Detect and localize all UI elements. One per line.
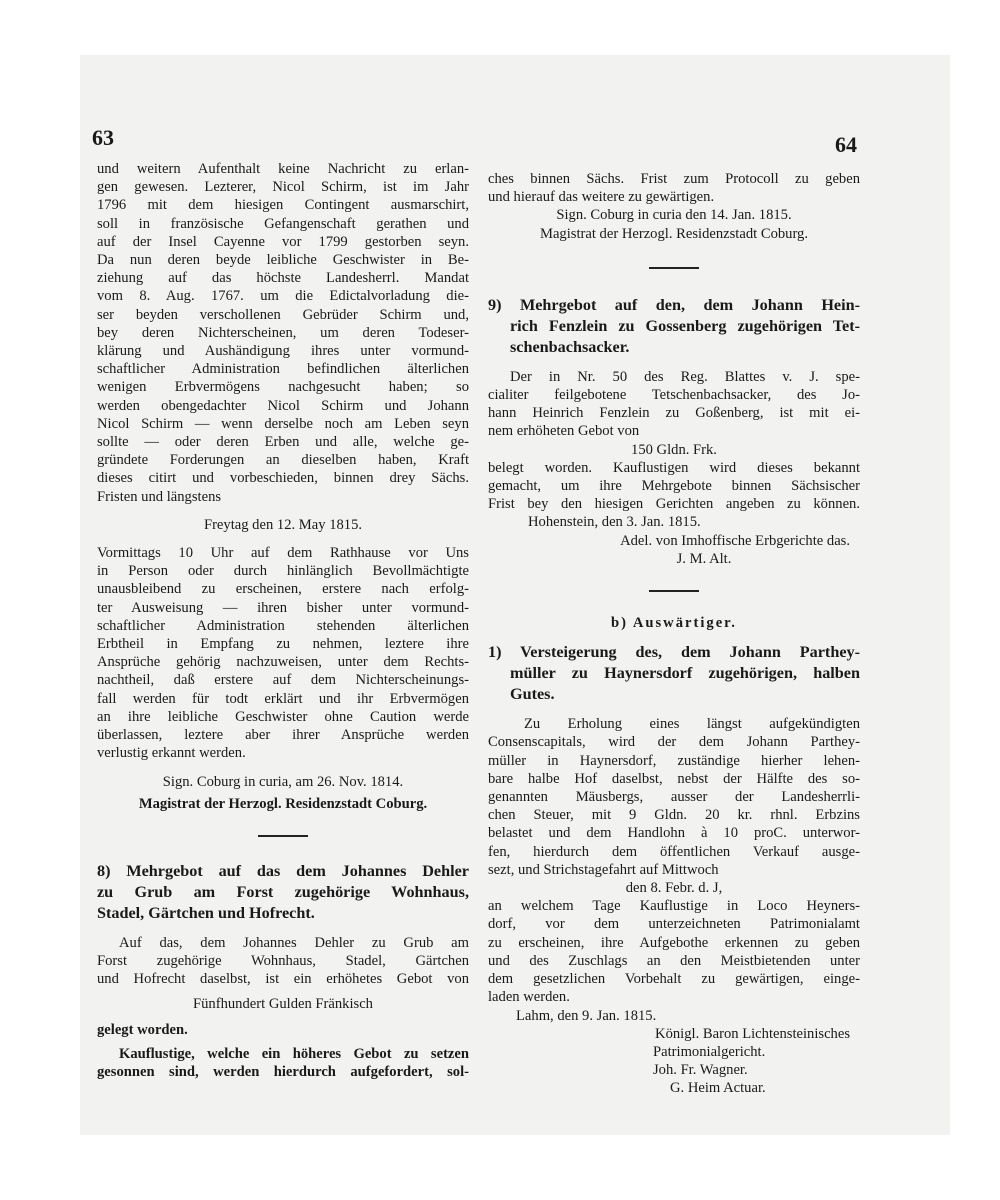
- text-line: verlustig erkannt werden.: [97, 745, 246, 762]
- text-line: Ansprüche gehörig nachzuweisen, unter dem Rechts-: [97, 654, 469, 671]
- page-number-left: 63: [92, 125, 114, 150]
- text-line: laden werden.: [488, 989, 570, 1006]
- text-line: gemacht, um ihre Mehrgebote binnen Sächsischer: [488, 478, 860, 495]
- text-line: Vormittags 10 Uhr auf dem Rathhause vor Uns: [97, 545, 469, 562]
- text-line: gen gewesen. Lezterer, Nicol Schirm, ist im Jahr: [97, 179, 469, 196]
- signature-line: Patrimonialgericht.: [653, 1043, 766, 1060]
- text-line: gesonnen sind, werden hierdurch aufgefordert, sol-: [97, 1064, 469, 1081]
- signature-magistrat: Magistrat der Herzogl. Residenzstadt Coburg.: [138, 795, 428, 812]
- text-line: hann Heinrich Fenzlein zu Goßenberg, ist mit ei-: [488, 405, 860, 422]
- signature-place-date: Sign. Coburg in curia den 14. Jan. 1815.: [556, 207, 792, 224]
- text-line: cialiter feilgebotene Tetschenbachsacker, des Jo-: [488, 387, 860, 404]
- text-line: ches binnen Sächs. Frist zum Protocoll zu geben: [488, 171, 860, 187]
- text-line: Da nun deren beyde leibliche Geschwister in Be-: [97, 252, 469, 269]
- text-line: Der in Nr. 50 des Reg. Blattes v. J. spe-: [510, 368, 860, 385]
- text-line: Auf das, dem Johannes Dehler zu Grub am: [119, 934, 469, 951]
- right-paragraph-3: [488, 459, 860, 514]
- right-column: [488, 170, 860, 1098]
- text-line: Frist bey den hiesigen Gerichten angeben zu können.: [488, 496, 860, 513]
- heading-item-9: [488, 295, 860, 358]
- text-line: sollte — oder deren Erben und alle, welche ge-: [97, 434, 469, 451]
- text-line: dorf, vor dem unterzeichneten Patrimonialamt: [488, 916, 860, 933]
- text-line: dem gesetzlichen Vorbehalt zu gewärtigen, einge-: [488, 971, 860, 988]
- text-line: wenigen Erbvermögens nachgesucht haben; so: [97, 379, 469, 396]
- text-line: genannten Mäusbergs, ausser der Landesherrli-: [488, 789, 860, 806]
- heading-line: zu Grub am Forst zugehörige Wohnhaus,: [97, 882, 469, 901]
- text-line: gelegt worden.: [97, 1021, 188, 1038]
- signature-line: Joh. Fr. Wagner.: [653, 1062, 748, 1079]
- section-divider: [258, 835, 308, 837]
- signature-place-date: Sign. Coburg in curia, am 26. Nov. 1814.: [162, 773, 404, 790]
- text-line: zu erscheinen, ihre Aufgebothe erkennen zu geben: [488, 934, 860, 951]
- text-line: belegt worden. Kauflustigen wird dieses bekannt: [488, 459, 860, 476]
- text-line: überlassen, leztere aber ihrer Ansprüche werden: [97, 727, 469, 744]
- text-line: sezt, und Strichstagefahrt auf Mittwoch: [488, 861, 719, 878]
- right-paragraph-5: [488, 897, 860, 1006]
- place-date: Lahm, den 9. Jan. 1815.: [516, 1007, 657, 1024]
- heading-item-8: [97, 861, 469, 924]
- text-line: unausbleibend zu erscheinen, erstere nach erfolg-: [97, 581, 469, 598]
- auction-date: den 8. Febr. d. J,: [625, 880, 723, 897]
- text-line: bey deren Nichterscheinen, um deren Todeser-: [97, 324, 469, 341]
- text-line: Fristen und längstens: [97, 488, 222, 505]
- heading-line: schenbachsacker.: [510, 337, 630, 356]
- place-date: Hohenstein, den 3. Jan. 1815.: [528, 514, 701, 531]
- text-line: ziehung auf das höchste Landesherrl. Mandat: [97, 270, 469, 287]
- text-line: an ihre leibliche Geschwister ohne Caution werde: [97, 708, 469, 725]
- left-paragraph-3: [97, 934, 469, 989]
- text-line: nachtheil, daß erstere auf dem Nichterscheinungs-: [97, 672, 469, 689]
- heading-line: 8) Mehrgebot auf das dem Johannes Dehler: [97, 861, 469, 880]
- text-line: ter Ausweisung — ihren bisher unter vormund-: [97, 599, 469, 616]
- text-line: schaftlicher Administration befindlichen älterlichen: [97, 361, 469, 378]
- text-line: fall werden für todt erklärt und ihr Erbvermögen: [97, 690, 469, 707]
- text-line: schaftlicher Administration stehenden älterlichen: [97, 617, 469, 634]
- text-line: dieses citirt und vorbeschieden, binnen drey Sächs.: [97, 470, 469, 487]
- text-line: vom 8. Aug. 1767. um die Edictalvorladung die-: [97, 288, 469, 305]
- right-paragraph-4: [488, 715, 860, 879]
- signature-line: Königl. Baron Lichtensteinisches: [655, 1025, 850, 1042]
- appointment-date: Freytag den 12. May 1815.: [203, 516, 363, 533]
- text-line: werden obengedachter Nicol Schirm und Johann: [97, 397, 469, 414]
- text-line: soll in französische Gefangenschaft gerathen und: [97, 215, 469, 232]
- text-line: Zu Erholung eines längst aufgekündigten: [524, 716, 860, 733]
- heading-line: rich Fenzlein zu Gossenberg zugehörigen Tet-: [510, 316, 860, 335]
- text-line: Consenscapitals, wird der dem Johann Parthey-: [488, 734, 860, 751]
- signature-name: J. M. Alt.: [676, 550, 732, 567]
- text-line: und Hofrecht daselbst, ist ein erhöhetes Gebot von: [97, 971, 469, 988]
- heading-line: müller zu Haynersdorf zugehörigen, halben: [510, 664, 860, 683]
- text-line: klärung und Aushändigung ihres unter vormund-: [97, 343, 469, 360]
- section-divider: [649, 267, 699, 269]
- heading-line: 9) Mehrgebot auf den, dem Johann Hein-: [488, 295, 860, 314]
- left-paragraph-4: [97, 1045, 469, 1081]
- section-divider: [649, 590, 699, 592]
- heading-line: Gutes.: [510, 685, 555, 704]
- text-line: Forst zugehörige Wohnhaus, Stadel, Gärtchen: [97, 953, 469, 970]
- page-number-right: 64: [835, 132, 857, 157]
- text-line: Kauflustige, welche ein höheres Gebot zu setzen: [119, 1045, 469, 1062]
- text-line: müller in Haynersdorf, zuständige hierher lehen-: [488, 752, 860, 769]
- section-heading: b) Auswärtiger.: [611, 615, 737, 632]
- text-line: und hierauf das weitere zu gewärtigen.: [488, 189, 715, 206]
- signature-court: Adel. von Imhoffische Erbgerichte das.: [620, 532, 850, 549]
- heading-line: 1) Versteigerung des, dem Johann Parthey-: [488, 643, 860, 662]
- bid-amount: Fünfhundert Gulden Fränkisch: [193, 995, 373, 1012]
- text-line: und des Zuschlags an den Meistbietenden unter: [488, 952, 860, 969]
- left-paragraph-2: [97, 544, 469, 762]
- signature-magistrat: Magistrat der Herzogl. Residenzstadt Coburg.: [539, 225, 809, 242]
- text-line: ser beyden verschollenen Gebrüder Schirm und,: [97, 306, 469, 323]
- heading-item-1: [488, 642, 860, 705]
- text-line: und weitern Aufenthalt keine Nachricht zu erlan-: [97, 161, 469, 177]
- heading-line: Stadel, Gärtchen und Hofrecht.: [97, 903, 315, 922]
- text-line: an welchem Tage Kauflustige in Loco Heyners-: [488, 898, 860, 915]
- right-paragraph-2: [488, 368, 860, 441]
- text-line: Nicol Schirm — wenn derselbe noch am Leben seyn: [97, 415, 469, 432]
- left-column: [97, 160, 469, 1081]
- text-line: nem erhöheten Gebot von: [488, 423, 640, 440]
- text-line: chen Steuer, mit 9 Gldn. 20 kr. rhnl. Erbzins: [488, 807, 860, 824]
- text-line: auf der Insel Cayenne vor 1799 gestorben seyn.: [97, 233, 469, 250]
- bid-amount: 150 Gldn. Frk.: [631, 441, 717, 458]
- text-line: bare halbe Hof daselbst, nebst der Hälfte des so-: [488, 770, 860, 787]
- text-line: gründete Forderungen an dieselben haben, Kraft: [97, 452, 469, 469]
- text-line: Erbtheil in Empfang zu nehmen, leztere ihre: [97, 636, 469, 653]
- signature-line: G. Heim Actuar.: [670, 1080, 766, 1097]
- text-line: in Person oder durch hinlänglich Bevollmächtigte: [97, 563, 469, 580]
- text-line: fen, hierdurch dem öffentlichen Verkauf ausge-: [488, 843, 860, 860]
- text-line: belastet und dem Handlohn à 10 proC. unterwor-: [488, 825, 860, 842]
- left-paragraph-1: [97, 160, 469, 506]
- text-line: 1796 mit dem hiesigen Contingent ausmarschirt,: [97, 197, 469, 214]
